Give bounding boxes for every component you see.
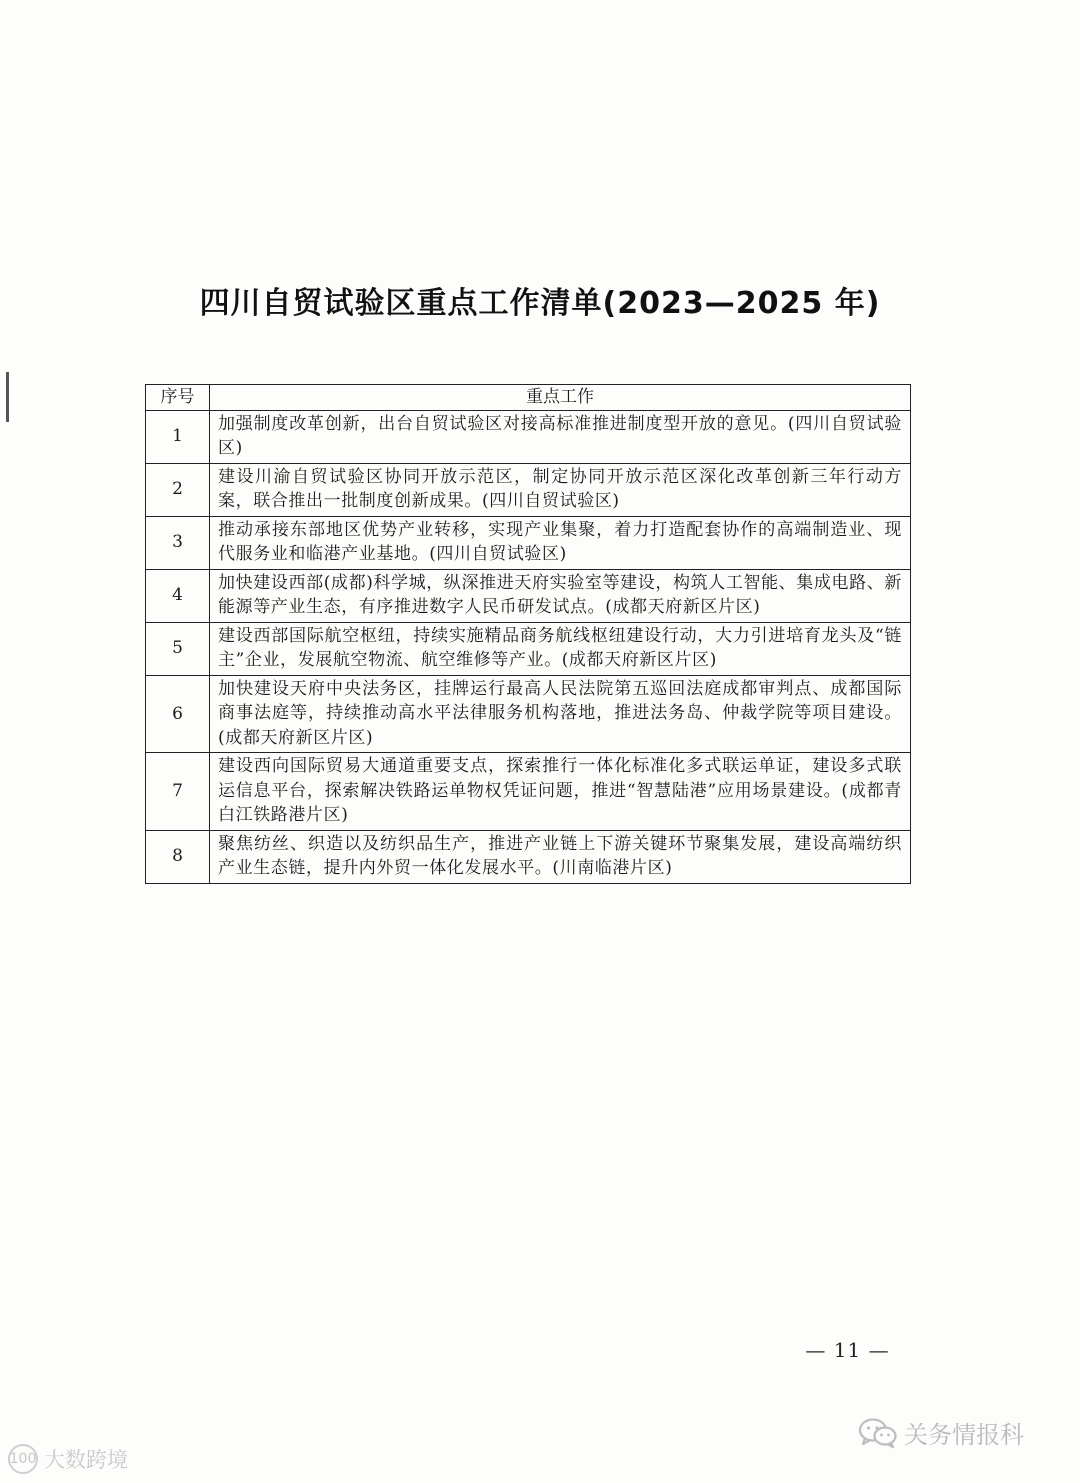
row-number: 7	[146, 753, 210, 831]
table-row	[146, 675, 911, 753]
table-header-row	[146, 385, 911, 411]
wechat-icon	[858, 1417, 898, 1449]
row-work-text: 建设西部国际航空枢纽，持续实施精品商务航线枢纽建设行动，大力引进培育龙头及“链主”企业，发展航空物流、航空维修等产业。(成都天府新区片区)	[210, 622, 911, 675]
row-work-text: 建设西向国际贸易大通道重要支点，探索推行一体化标准化多式联运单证，建设多式联运信息平台，探索解决铁路运单物权凭证问题，推进“智慧陆港”应用场景建设。(成都青白江铁路港片区)	[210, 753, 911, 831]
watermark-left-text: 大数跨境	[44, 1448, 128, 1472]
column-header-number: 序号	[146, 385, 210, 411]
table-row	[146, 622, 911, 675]
row-work-text: 加快建设天府中央法务区，挂牌运行最高人民法院第五巡回法庭成都审判点、成都国际商事法庭等，持续推动高水平法律服务机构落地，推进法务岛、仲裁学院等项目建设。(成都天府新区片区)	[210, 675, 911, 753]
row-number: 8	[146, 830, 210, 883]
table-row	[146, 753, 911, 831]
table-row	[146, 410, 911, 463]
row-work-text: 加快建设西部(成都)科学城，纵深推进天府实验室等建设，构筑人工智能、集成电路、新能源等产业生态，有序推进数字人民币研发试点。(成都天府新区片区)	[210, 569, 911, 622]
scan-edge-mark	[6, 372, 9, 422]
column-header-work: 重点工作	[210, 385, 911, 411]
row-number: 4	[146, 569, 210, 622]
row-work-text: 推动承接东部地区优势产业转移，实现产业集聚，着力打造配套协作的高端制造业、现代服务业和临港产业基地。(四川自贸试验区)	[210, 516, 911, 569]
table-row	[146, 463, 911, 516]
table-row	[146, 516, 911, 569]
table-row	[146, 830, 911, 883]
page-number: — 11 —	[805, 1338, 890, 1362]
watermark-right	[858, 1415, 1024, 1450]
row-work-text: 聚焦纺丝、织造以及纺织品生产，推进产业链上下游关键环节聚集发展，建设高端纺织产业生态链，提升内外贸一体化发展水平。(川南临港片区)	[210, 830, 911, 883]
page-title: 四川自贸试验区重点工作清单(2023—2025 年)	[199, 286, 881, 321]
row-work-text: 加强制度改革创新，出台自贸试验区对接高标准推进制度型开放的意见。(四川自贸试验区)	[210, 410, 911, 463]
row-number: 6	[146, 675, 210, 753]
row-number: 3	[146, 516, 210, 569]
watermark-right-text: 关务情报科	[904, 1421, 1024, 1449]
row-number: 2	[146, 463, 210, 516]
logo-icon: 100	[8, 1444, 38, 1474]
key-work-table	[145, 384, 911, 884]
watermark-left	[8, 1444, 128, 1474]
row-number: 1	[146, 410, 210, 463]
row-number: 5	[146, 622, 210, 675]
row-work-text: 建设川渝自贸试验区协同开放示范区，制定协同开放示范区深化改革创新三年行动方案，联合推出一批制度创新成果。(四川自贸试验区)	[210, 463, 911, 516]
table-row	[146, 569, 911, 622]
